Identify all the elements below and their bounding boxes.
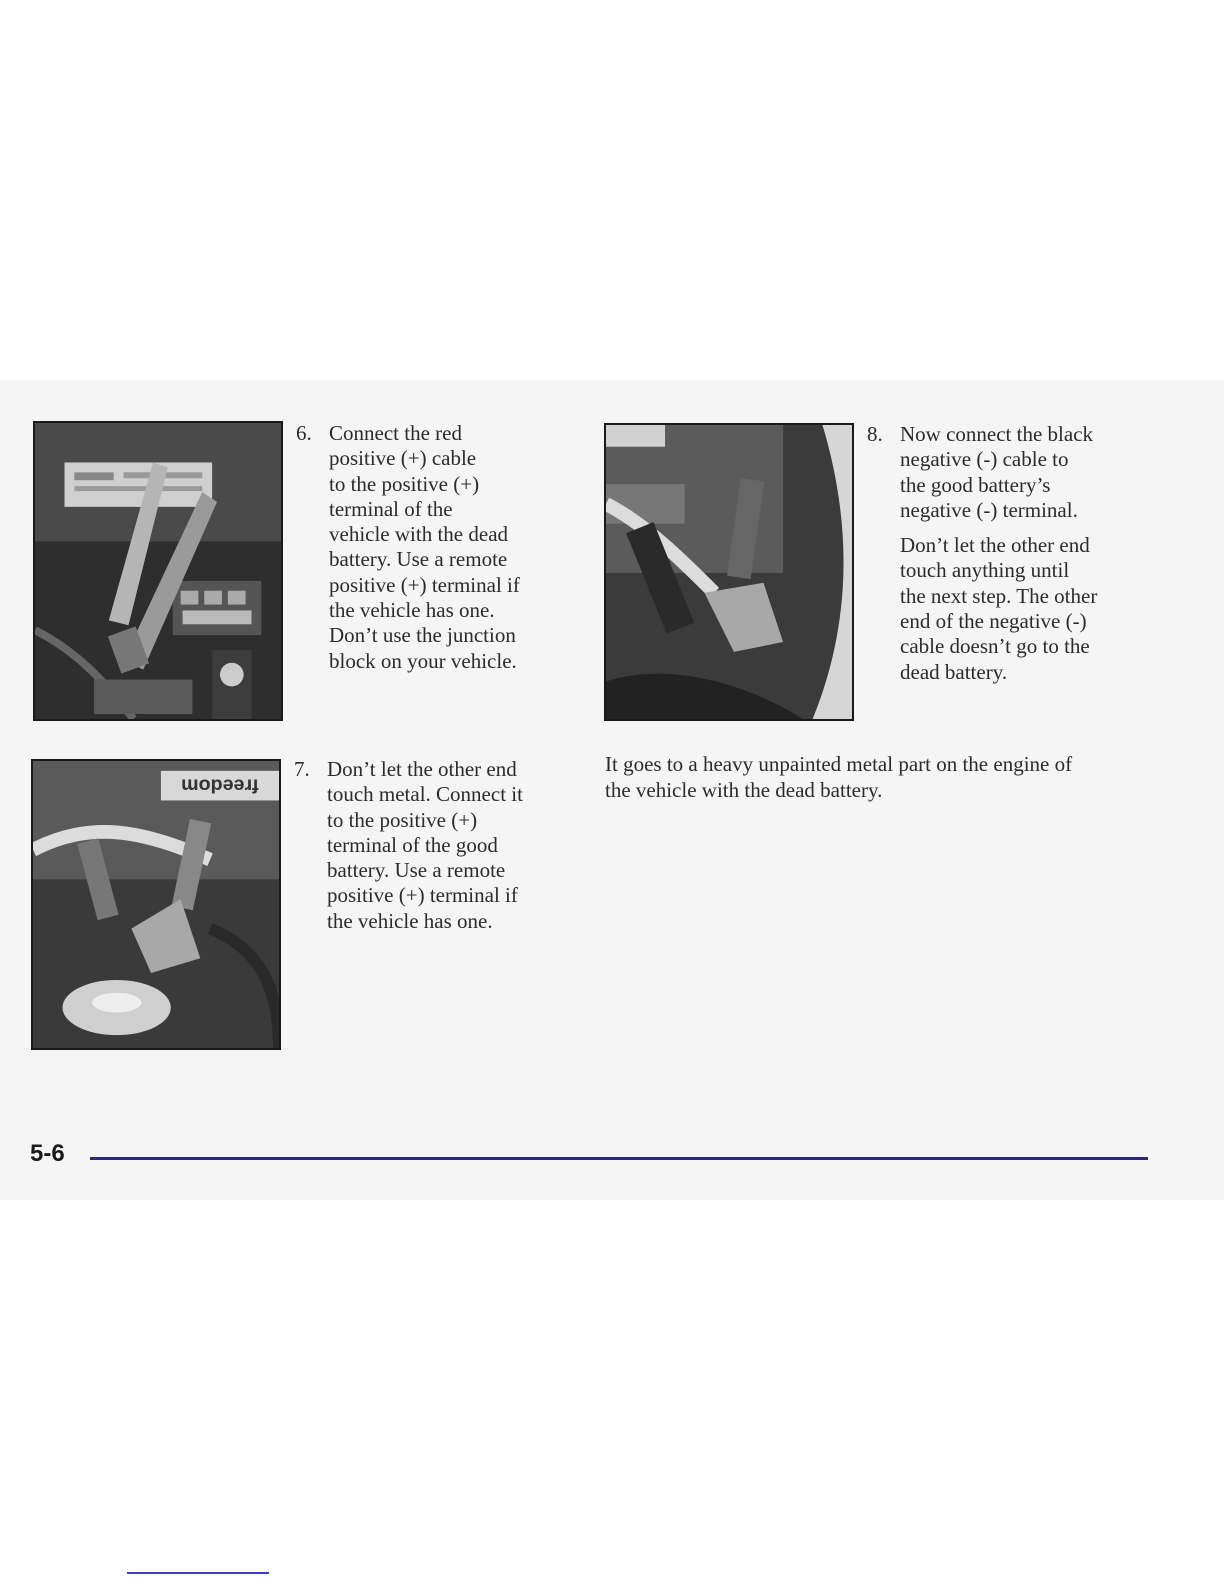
step-line: to the positive (+) <box>327 807 478 832</box>
step-6-text <box>329 421 520 674</box>
note-line: Don’t let the other end <box>900 533 1090 558</box>
paragraph-line: It goes to a heavy unpainted metal part on the engine of <box>605 752 1073 776</box>
step-line: the vehicle has one. <box>329 598 495 623</box>
photo-step-6-positive-clamp-dead-battery <box>33 421 283 721</box>
step-line: the vehicle has one. <box>327 908 493 933</box>
step-line: Don’t use the junction <box>329 623 516 648</box>
note-line: dead battery. <box>900 659 1008 684</box>
photo-step-7-good-battery-positive <box>31 759 281 1050</box>
continuation-paragraph <box>605 752 1165 803</box>
step-line: block on your vehicle. <box>329 648 517 673</box>
bottom-underline-link[interactable] <box>127 1572 269 1574</box>
step-line: touch metal. Connect it <box>327 782 523 807</box>
battery-brand-label: freedom <box>181 774 259 797</box>
note-line: end of the negative (-) <box>900 609 1087 634</box>
step-6 <box>296 421 566 681</box>
step-8-text <box>900 422 1097 695</box>
step-line: terminal of the <box>329 496 453 521</box>
step-line: Now connect the black <box>900 422 1094 446</box>
step-line: positive (+) terminal if <box>329 572 520 597</box>
footer-rule <box>90 1157 1148 1160</box>
step-6-number: 6. <box>296 421 312 445</box>
step-8-note <box>900 533 1097 685</box>
step-7-text <box>327 757 523 934</box>
step-line: battery. Use a remote <box>327 858 506 883</box>
step-8-main <box>900 422 1097 523</box>
page-number: 5-6 <box>30 1140 65 1167</box>
step-line: Don’t let the other end <box>327 757 517 781</box>
step-line: negative (-) terminal. <box>900 497 1078 522</box>
step-line: positive (+) cable <box>329 446 477 471</box>
step-line: terminal of the good <box>327 832 498 857</box>
step-7 <box>294 757 564 947</box>
step-7-number: 7. <box>294 757 310 781</box>
photo-step-8-good-battery-negative <box>604 423 854 721</box>
note-line: touch anything until <box>900 558 1070 583</box>
step-line: Connect the red <box>329 421 462 445</box>
step-8-number: 8. <box>867 422 883 446</box>
step-line: positive (+) terminal if <box>327 883 518 908</box>
step-line: vehicle with the dead <box>329 522 509 547</box>
step-line: to the positive (+) <box>329 471 480 496</box>
note-line: cable doesn’t go to the <box>900 634 1090 659</box>
step-line: negative (-) cable to <box>900 447 1069 472</box>
step-line: the good battery’s <box>900 472 1051 497</box>
step-line: battery. Use a remote <box>329 547 508 572</box>
step-8 <box>867 422 1147 692</box>
paragraph-line: the vehicle with the dead battery. <box>605 777 883 802</box>
note-line: the next step. The other <box>900 583 1098 608</box>
